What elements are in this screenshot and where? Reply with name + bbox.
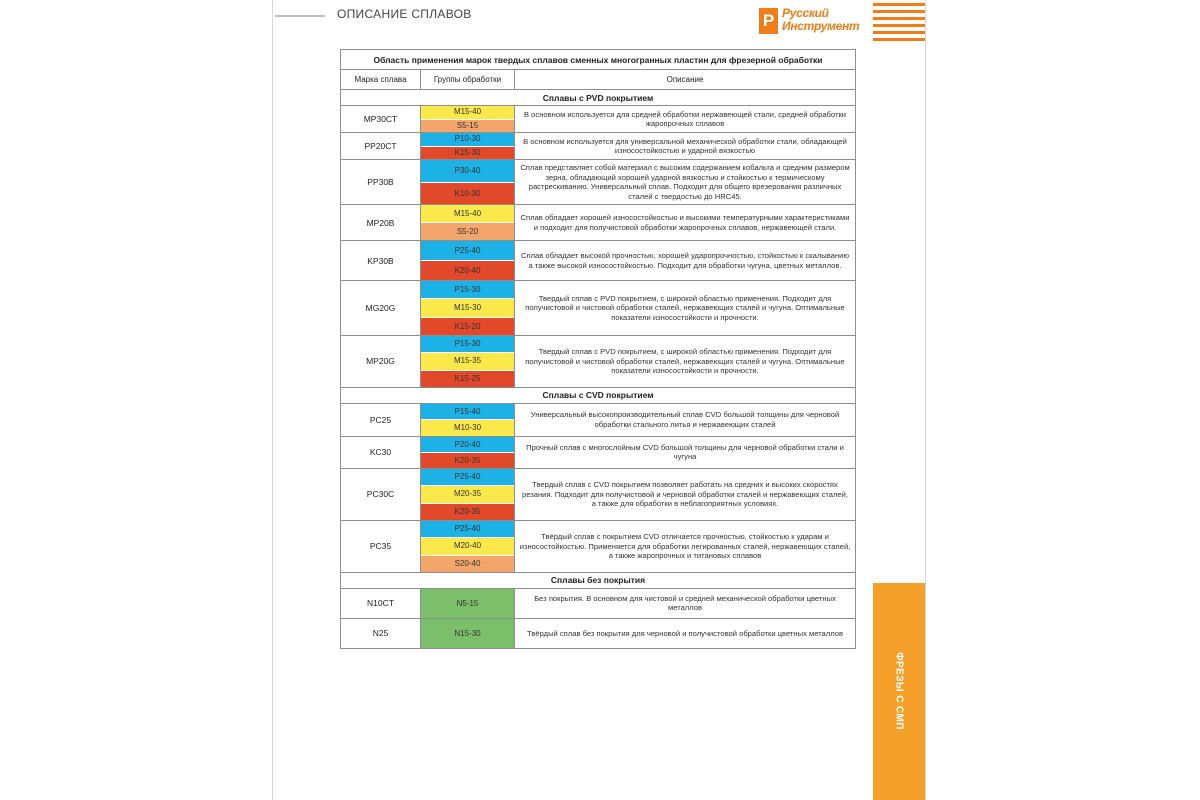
description-cell: Без покрытия. В основном для чистовой и средней механической обработки цветных металлов: [515, 588, 856, 618]
groups-cell: [421, 241, 515, 281]
table-row: [341, 205, 856, 241]
groups-cell: [421, 403, 515, 436]
group-chip-p: P30-40: [421, 160, 514, 183]
group-chip-p: P15-30: [421, 281, 514, 299]
group-chip-p: P25-40: [421, 469, 514, 486]
groups-cell: [421, 468, 515, 520]
group-chip-s: S5-15: [421, 120, 514, 133]
grade-cell: MP20B: [341, 205, 421, 241]
stripe: [873, 3, 925, 6]
description-cell: В основном используется для средней обработки нержавеющей стали, средней обработки жаропрочных сплавов: [515, 106, 856, 133]
column-header-grade: Марка сплава: [341, 70, 421, 90]
group-chip-m: M10-30: [421, 420, 514, 436]
group-chip-k: K15-25: [421, 371, 514, 387]
grade-cell: PC25: [341, 403, 421, 436]
logo-mark: Р: [759, 8, 778, 34]
section-row: [341, 90, 856, 106]
column-header-groups: Группы обработки: [421, 70, 515, 90]
group-chip-p: P15-40: [421, 404, 514, 421]
grade-cell: PP30B: [341, 160, 421, 205]
group-chip-n: N5-15: [421, 589, 514, 618]
description-cell: Твердый сплав с PVD покрытием, с широкой областью применения. Подходит для получистовой и чистовой обработки сталей, нержавеющих сталей и чугуна. Оптимальные показатели износостойкости и прочности.: [515, 281, 856, 336]
table-row: [341, 281, 856, 336]
table-header-row: [341, 70, 856, 90]
stripe: [873, 10, 925, 13]
table-row: [341, 241, 856, 281]
groups-cell: [421, 133, 515, 160]
grade-cell: MG20G: [341, 281, 421, 336]
group-chip-n: N15-30: [421, 619, 514, 648]
section-title: Сплавы с CVD покрытием: [341, 387, 856, 403]
group-chip-s: S20-40: [421, 556, 514, 572]
group-chip-k: K20-40: [421, 261, 514, 280]
section-title: Сплавы с PVD покрытием: [341, 90, 856, 106]
column-header-description: Описание: [515, 70, 856, 90]
description-cell: Твердый сплав с PVD покрытием, с широкой областью применения. Подходит для получистовой и чистовой обработки сталей, нержавеющих сталей и чугуна. Оптимальные показатели износостойкости и прочности.: [515, 335, 856, 387]
group-chip-k: K20-35: [421, 504, 514, 520]
groups-cell: [421, 436, 515, 468]
group-chip-s: S5-20: [421, 223, 514, 240]
grade-cell: N25: [341, 618, 421, 648]
description-cell: Твердый сплав с CVD покрытием позволяет работать на средних и высоких скоростях резания. Подходит для получистовой и черновой обработки сталей и нержавеющих сталей, а также для обработки в неблагоприятных условиях.: [515, 468, 856, 520]
table-row: [341, 106, 856, 133]
group-chip-p: P25-40: [421, 241, 514, 261]
groups-cell: [421, 205, 515, 241]
section-title: Сплавы без покрытия: [341, 572, 856, 588]
stripe: [873, 38, 925, 41]
section-row: [341, 387, 856, 403]
table-title-row: [341, 50, 856, 70]
table-row: [341, 588, 856, 618]
page-title: ОПИСАНИЕ СПЛАВОВ: [337, 7, 472, 21]
description-cell: Твёрдый сплав с покрытием CVD отличается прочностью, стойкостью к ударам и износостойкостью. Применяется для обработки легированных сталей, нержавеющих сталей, а также жаропрочных и титановых сплавов: [515, 520, 856, 572]
group-chip-k: K15-30: [421, 147, 514, 160]
table-row: [341, 618, 856, 648]
grade-cell: PC35: [341, 520, 421, 572]
description-cell: Универсальный высокопроизводительный сплав CVD большой толщины для черновой обработки стального литья и нержавеющих сталей: [515, 403, 856, 436]
group-chip-k: K15-20: [421, 318, 514, 335]
catalog-page: [272, 0, 926, 800]
stripe: [873, 17, 925, 20]
groups-cell: [421, 588, 515, 618]
groups-cell: [421, 335, 515, 387]
group-chip-m: M20-40: [421, 538, 514, 555]
header-rule: [275, 15, 325, 17]
table-row: [341, 335, 856, 387]
description-cell: В основном используется для универсальной механической обработки стали, обладающей износостойкостью и ударной вязкостью: [515, 133, 856, 160]
logo-line-1: Русский: [782, 6, 829, 20]
group-chip-p: P20-40: [421, 437, 514, 453]
grade-cell: PC30C: [341, 468, 421, 520]
section-row: [341, 572, 856, 588]
group-chip-m: M20-35: [421, 486, 514, 503]
table-row: [341, 160, 856, 205]
group-chip-k: K20-35: [421, 453, 514, 468]
side-tab: [873, 583, 925, 800]
description-cell: Сплав обладает хорошей износостойкостью и высокими температурными характеристиками и подходит для получистовой обработки жаропрочных сплавов, нержавеющей стали.: [515, 205, 856, 241]
group-chip-m: M15-35: [421, 353, 514, 370]
group-chip-m: M15-40: [421, 106, 514, 120]
group-chip-m: M15-40: [421, 205, 514, 223]
table-row: [341, 133, 856, 160]
grade-cell: MP30CT: [341, 106, 421, 133]
group-chip-p: P15-30: [421, 336, 514, 353]
group-chip-p: P10-30: [421, 133, 514, 147]
group-chip-p: P25-40: [421, 521, 514, 538]
alloy-table: [340, 49, 856, 649]
brand-logo: [759, 5, 861, 37]
table-row: [341, 468, 856, 520]
groups-cell: [421, 281, 515, 336]
description-cell: Сплав обладает высокой прочностью, хорошей ударопрочностью, стойкостью к скалыванию а также высокой износостойкостью. Подходит для обработки чугуна, цветных металлов.: [515, 241, 856, 281]
groups-cell: [421, 520, 515, 572]
table-row: [341, 436, 856, 468]
description-cell: Сплав представляет собой материал с высоким содержанием кобальта и средним размером зерна, обладающий хорошей ударной вязкостью и стойкостью к термическому растрескиванию. Универсальный сплав. Подходит для общего врезерования различных сталей с твердостью до HRC45.: [515, 160, 856, 205]
grade-cell: N10CT: [341, 588, 421, 618]
table-row: [341, 520, 856, 572]
table-title: Область применения марок твердых сплавов сменных многогранных пластин для фрезерной обработки: [341, 50, 856, 70]
grade-cell: KC30: [341, 436, 421, 468]
grade-cell: PP20CT: [341, 133, 421, 160]
logo-line-2: Инструмент: [782, 19, 860, 33]
group-chip-k: K10-30: [421, 183, 514, 205]
table-row: [341, 403, 856, 436]
side-tab-label: ФРЕЗЫ С СМП: [893, 652, 905, 730]
alloy-table-body: [341, 50, 856, 649]
grade-cell: MP20G: [341, 335, 421, 387]
description-cell: Твёрдый сплав без покрытия для черновой и получистовой обработки цветных металлов: [515, 618, 856, 648]
description-cell: Прочный сплав с многослойным CVD большой толщины для черновой обработки стали и чугуна: [515, 436, 856, 468]
group-chip-m: M15-30: [421, 299, 514, 317]
header-stripes: [873, 3, 925, 41]
stripe: [873, 31, 925, 34]
groups-cell: [421, 618, 515, 648]
grade-cell: KP30B: [341, 241, 421, 281]
stripe: [873, 24, 925, 27]
logo-wordmark: [782, 7, 859, 33]
groups-cell: [421, 106, 515, 133]
groups-cell: [421, 160, 515, 205]
